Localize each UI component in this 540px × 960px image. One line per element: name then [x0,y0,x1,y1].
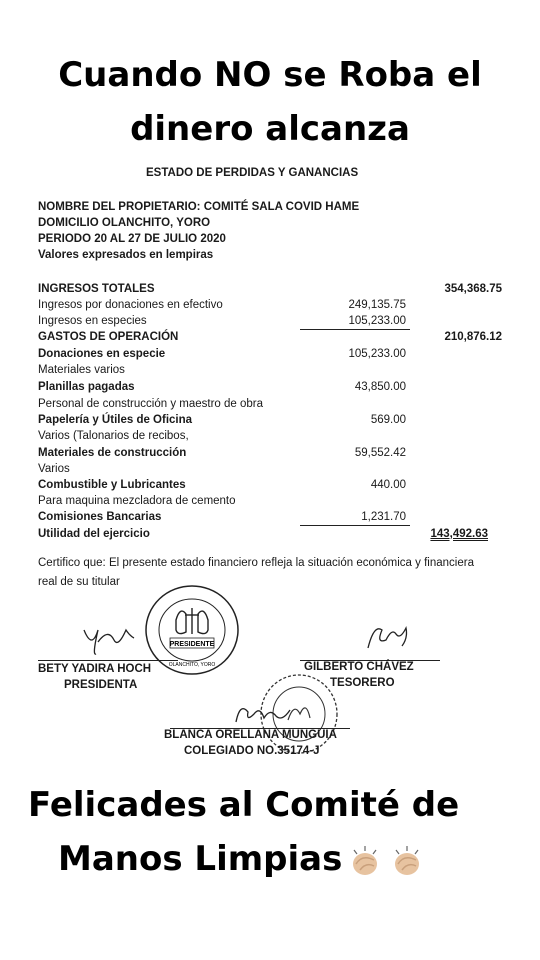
headline-bottom [0,778,540,886]
owner-line: NOMBRE DEL PROPIETARIO: COMITÉ SALA COVID HAME [38,201,360,213]
expense-item-value: 569.00 [370,414,406,426]
clapping-hands-icon [388,842,426,880]
seal-bottom-text: OLANCHITO, YORO [168,662,216,668]
certification-text: Certifico que: El presente estado financiero refleja la situación económica y financiera real de su titular [38,557,474,588]
income-item-value: 249,135.75 [348,299,406,311]
accountant-name: BLANCA ORELLANA MUNGUIA [164,729,337,741]
currency-note: Valores expresados en lempiras [38,249,214,261]
income-underline [300,329,410,330]
expenses-underline [300,525,410,526]
expense-item-label: Papelería y Útiles de Oficina [38,414,193,426]
expense-item-value: 1,231.70 [361,511,406,523]
accountant-signature [232,700,296,728]
accountant-id: COLEGIADO NO.35174-J [184,745,320,757]
headline-bottom-line-1: Felicades al Comité de [28,785,460,825]
treasurer-name: GILBERTO CHÁVEZ [304,661,414,673]
income-label: INGRESOS TOTALES [38,283,155,295]
address-line: DOMICILIO OLANCHITO, YORO [38,217,211,229]
income-item-label: Ingresos por donaciones en efectivo [38,299,223,311]
period-line: PERIODO 20 AL 27 DE JULIO 2020 [38,233,226,245]
expense-item-sub: Varios [38,463,70,475]
expense-item-label: Planillas pagadas [38,381,135,393]
president-sign-line [38,660,178,661]
expense-item-label: Combustible y Lubricantes [38,479,186,491]
expense-item-value: 105,233.00 [348,348,406,360]
expense-item-label: Materiales de construcción [38,447,187,459]
president-role: PRESIDENTA [64,679,138,691]
expense-item-label: Donaciones en especie [38,348,166,360]
expense-item-label: Comisiones Bancarias [38,511,162,523]
president-signature [80,622,140,658]
income-total: 354,368.75 [444,283,502,295]
treasurer-role: TESORERO [330,677,395,689]
treasurer-signature [362,620,412,654]
seal-stamp [142,582,242,678]
seal-center-text: PRESIDENTE [169,641,215,648]
headline-bottom-line-2: Manos Limpias [58,839,343,879]
headline-top-line-1: Cuando NO se Roba el [58,55,482,95]
expense-item-value: 59,552.42 [354,447,406,459]
expenses-label: GASTOS DE OPERACIÓN [38,331,179,343]
profit-label: Utilidad del ejercicio [38,528,150,540]
expense-item-sub: Varios (Talonarios de recibos, [38,430,189,442]
headline-bottom-line-2-row [28,832,540,886]
expense-item-value: 440.00 [370,479,406,491]
income-item-value: 105,233.00 [348,315,406,327]
headline-top-line-2: dinero alcanza [130,109,410,149]
expense-item-value: 43,850.00 [354,381,406,393]
expense-item-sub: Personal de construcción y maestro de obra [38,398,264,410]
expense-item-sub: Materiales varios [38,364,125,376]
income-item-label: Ingresos en especies [38,315,147,327]
expenses-total: 210,876.12 [444,331,502,343]
profit-value: 143,492.63 [430,528,488,540]
expense-item-sub: Para maquina mezcladora de cemento [38,495,236,507]
president-name: BETY YADIRA HOCH [38,663,152,675]
statement-title: ESTADO DE PERDIDAS Y GANANCIAS [146,167,359,179]
clapping-hands-icon [346,842,384,880]
